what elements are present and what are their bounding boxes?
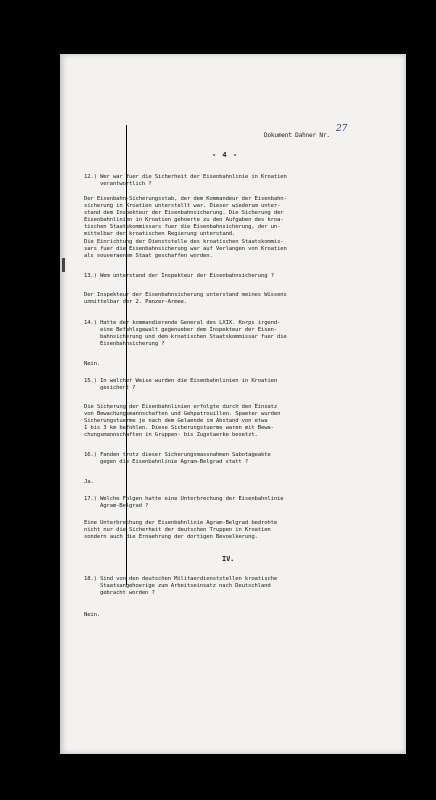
answer-15-line-1: Die Sicherung der Eisenbahnlinien erfolgte durch den Einsatz xyxy=(84,404,278,410)
question-14-line-3: bahnsicherung und dem kroatischen Staatskommissar fuer die xyxy=(100,334,287,340)
question-18-line-1: 18.) Sind von den deutschen Militaerdienststellen kroatische xyxy=(84,576,278,582)
answer-15-line-3: Sicherungstuerme je nach dem Gelaende im Abstand von etwa xyxy=(84,418,268,424)
answer-12-line-6: mittelbar der kroatischen Regierung unterstand. xyxy=(84,231,236,237)
scan-artifact xyxy=(62,258,65,272)
question-16-line-1: 16.) Fanden trotz dieser Sicherungsmassnahmen Sabotageakte xyxy=(84,452,271,458)
answer-18: Nein. xyxy=(84,612,101,618)
answer-17-line-2: nicht nur die Sicherheit der deutschen Truppen in Kroatien xyxy=(84,527,271,533)
answer-12-line-8: sars fuer die Eisenbahnsicherung war auf Verlangen von Kroatien xyxy=(84,246,287,252)
question-15-line-2: gesichert ? xyxy=(100,385,136,391)
page-number: - 4 - xyxy=(212,151,239,159)
scan-line-artifact xyxy=(126,125,127,585)
question-12-line-1: 12.) Wer war fuer die Sicherheit der Eisenbahnlinie in Kroatien xyxy=(84,174,287,180)
question-14-line-1: 14.) Hatte der kommandierende General des LXIX. Korps irgend- xyxy=(84,320,281,326)
question-13-line-1: 13.) Wem unterstand der Inspekteur der Eisenbahnsicherung ? xyxy=(84,273,274,279)
question-18-line-3: gebracht worden ? xyxy=(100,590,155,596)
question-17-line-1: 17.) Welche Folgen hatte eine Unterbrechung der Eisenbahnlinie xyxy=(84,496,284,502)
answer-12-line-2: sicherung in Kroatien unterstellt war. Dieser wiederum unter- xyxy=(84,203,281,209)
question-14-line-2: eine Befehlsgewalt gegenueber dem Inspekteur der Eisen- xyxy=(100,327,277,333)
answer-14: Nein. xyxy=(84,361,101,367)
answer-13-line-1: Der Inspekteur der Eisenbahnsicherung unterstand meines Wissens xyxy=(84,292,287,298)
document-label: Dokument Dahner Nr. xyxy=(264,132,330,139)
answer-17-line-1: Eine Unterbrechung der Eisenbahnlinie Agram-Belgrad bedrohte xyxy=(84,520,278,526)
answer-17-line-3: sondern auch die Ernaehrung der dortigen Bevoelkerung. xyxy=(84,534,258,540)
answer-12-line-5: tischen Staatskommissars fuer die Eisenbahnsicherung, der un- xyxy=(84,224,281,230)
question-14-line-4: Eisenbahnsicherung ? xyxy=(100,341,165,347)
answer-15-line-4: 1 bis 3 km befohlen. Diese Sicherungstuerme waren mit Bewa- xyxy=(84,425,274,431)
answer-12-line-3: stand dem Inspekteur der Eisenbahnsicherung. Die Sicherung der xyxy=(84,210,284,216)
answer-15-line-2: von Bewachungsmannschaften und Gehpatrouillen. Spaeter wurden xyxy=(84,411,281,417)
answer-12-line-9: als souveraenem Staat geschaffen worden. xyxy=(84,253,213,259)
question-16-line-2: gegen die Eisenbahnlinie Agram-Belgrad statt ? xyxy=(100,459,249,465)
answer-12-line-7: Die Einrichtung der Dienststelle des kroatischen Staatskommis- xyxy=(84,239,284,245)
answer-16: Ja. xyxy=(84,479,94,485)
answer-12-line-1: Der Eisenbahn-Sicherungsstab, der dem Kommandeur der Eisenbahn- xyxy=(84,196,287,202)
document-number-handwritten: 27 xyxy=(336,124,348,134)
question-12-line-2: verantwortlich ? xyxy=(100,181,152,187)
answer-12-line-4: Eisenbahnlinien in Kroatien gehoerte zu den Aufgaben des kroa- xyxy=(84,217,284,223)
question-17-line-2: Agram-Belgrad ? xyxy=(100,503,149,509)
question-15-line-1: 15.) In welcher Weise wurden die Eisenbahnlinien in Kroatien xyxy=(84,378,278,384)
answer-15-line-5: chungsmannschaften in Gruppen- bis Zugstaerke besetzt. xyxy=(84,432,258,438)
answer-13-line-2: unmittelbar der 2. Panzer-Armee. xyxy=(84,299,187,305)
section-heading-iv: IV. xyxy=(222,555,235,563)
question-18-line-2: Staatsangehoerige zum Arbeitseinsatz nach Deutschland xyxy=(100,583,271,589)
